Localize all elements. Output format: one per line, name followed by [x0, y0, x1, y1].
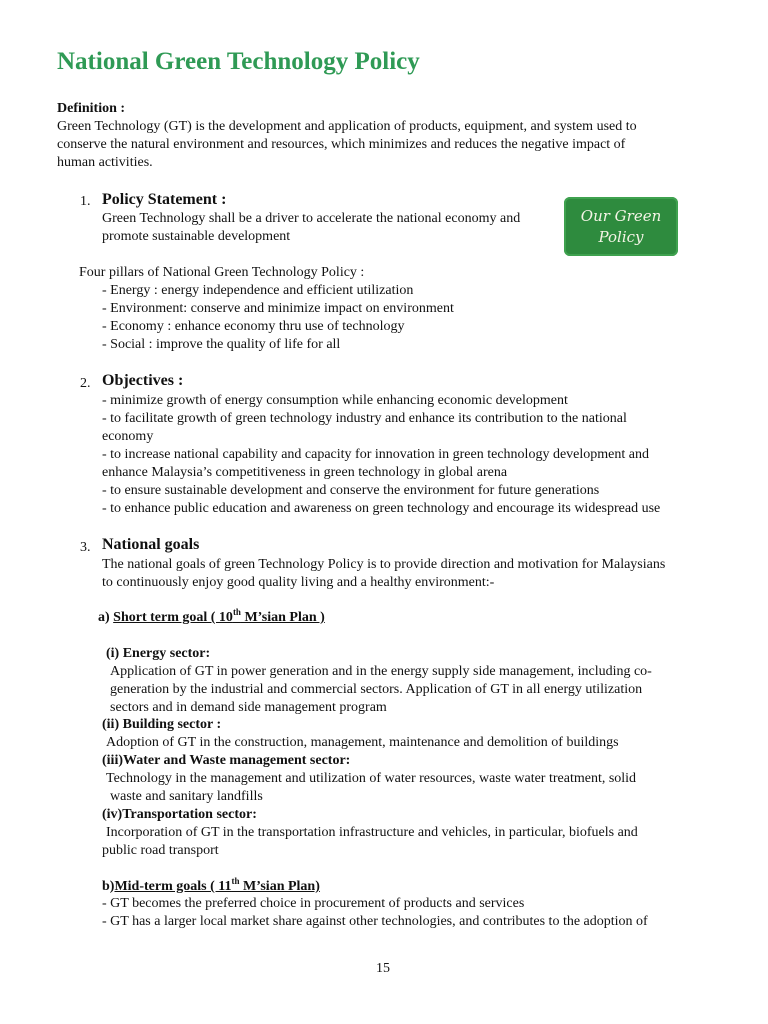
- definition-text: [57, 118, 637, 172]
- pillar-item: - Economy : enhance economy thru use of technology: [102, 319, 405, 334]
- pillar-item: - Social : improve the quality of life for all: [102, 337, 341, 352]
- objective-line: enhance Malaysia’s competitiveness in green technology in global arena: [102, 465, 508, 480]
- definition-line: Green Technology (GT) is the development and application of products, equipment, and system used to: [57, 119, 637, 134]
- mid-term-heading: [102, 878, 320, 896]
- mid-term-label-tail: M’sian Plan): [239, 879, 320, 894]
- short-term-label-text: Short term goal ( 10: [113, 610, 233, 625]
- section-number: 3.: [80, 540, 91, 555]
- pillar-item: - Energy : energy independence and efficient utilization: [102, 283, 414, 298]
- sector-title-building: (ii) Building sector :: [102, 717, 222, 732]
- sector-text-transport: Incorporation of GT in the transportation infrastructure and vehicles, in particular, biofuels and: [106, 825, 638, 840]
- sector-text-energy: sectors and in demand side management program: [110, 700, 387, 715]
- policy-line: Green Technology shall be a driver to accelerate the national economy and: [102, 211, 521, 226]
- mid-term-label-text: Mid-term goals ( 11: [114, 879, 232, 894]
- mid-term-line: - GT becomes the preferred choice in procurement of products and services: [102, 896, 525, 911]
- sector-text-water: waste and sanitary landfills: [110, 789, 263, 804]
- policy-line: promote sustainable development: [102, 229, 291, 244]
- objectives-list: [102, 392, 660, 518]
- policy-heading: Policy Statement :: [102, 191, 227, 208]
- definition-line: conserve the natural environment and resources, which minimizes and reduces the negative impact of: [57, 137, 626, 152]
- definition-line: human activities.: [57, 155, 153, 170]
- page-number: 15: [376, 961, 390, 976]
- sector-text-transport: public road transport: [102, 843, 219, 858]
- sector-title-energy: (i) Energy sector:: [106, 646, 211, 661]
- our-green-policy-badge: [564, 197, 678, 256]
- objective-line: - to enhance public education and awareness on green technology and encourage its widespread use: [102, 501, 661, 516]
- section-number: 1.: [80, 194, 91, 209]
- short-term-label: [113, 607, 325, 625]
- pillar-item: - Environment: conserve and minimize impact on environment: [102, 301, 454, 316]
- objective-line: - to facilitate growth of green technology industry and enhance its contribution to the national: [102, 411, 627, 426]
- policy-text: [102, 210, 520, 246]
- section-number: 2.: [80, 376, 91, 391]
- mid-term-label-sup: th: [231, 876, 240, 886]
- short-term-label-sup: th: [232, 607, 241, 617]
- page-title: National Green Technology Policy: [57, 48, 420, 75]
- goals-intro: [102, 556, 665, 592]
- mid-term-label: [114, 876, 320, 894]
- sector-title-water: (iii)Water and Waste management sector:: [102, 753, 351, 768]
- objective-line: - minimize growth of energy consumption while enhancing economic development: [102, 393, 568, 408]
- sector-text-energy: generation by the industrial and commercial sectors. Application of GT in all energy utilization: [110, 682, 643, 697]
- goals-line: to continuously enjoy good quality living and a healthy environment:-: [102, 575, 495, 590]
- badge-line-1: Our Green: [580, 206, 662, 225]
- sector-text-water: Technology in the management and utilization of water resources, waste water treatment, solid: [106, 771, 637, 786]
- pillars-list: [102, 282, 454, 354]
- short-term-prefix: a): [98, 610, 110, 625]
- goals-heading: National goals: [102, 536, 200, 553]
- mid-term-prefix: b): [102, 879, 115, 894]
- objectives-heading: Objectives :: [102, 372, 184, 389]
- short-term-heading: [98, 609, 325, 627]
- pillars-intro: Four pillars of National Green Technology Policy :: [79, 265, 365, 280]
- goals-line: The national goals of green Technology Policy is to provide direction and motivation for Malaysians: [102, 557, 666, 572]
- objective-line: - to increase national capability and capacity for innovation in green technology development and: [102, 447, 649, 462]
- definition-label: Definition :: [57, 101, 126, 116]
- objective-line: economy: [102, 429, 154, 444]
- objective-line: - to ensure sustainable development and conserve the environment for future generations: [102, 483, 600, 498]
- mid-term-line: - GT has a larger local market share against other technologies, and contributes to the adoption of: [102, 914, 648, 929]
- short-term-label-tail: M’sian Plan ): [240, 610, 325, 625]
- sector-text-building: Adoption of GT in the construction, management, maintenance and demolition of buildings: [106, 735, 619, 750]
- sector-text-energy: Application of GT in power generation and in the energy supply side management, including co-: [110, 664, 652, 679]
- mid-term-list: [102, 895, 648, 931]
- badge-line-2: Policy: [598, 227, 644, 246]
- sector-title-transport: (iv)Transportation sector:: [102, 807, 257, 822]
